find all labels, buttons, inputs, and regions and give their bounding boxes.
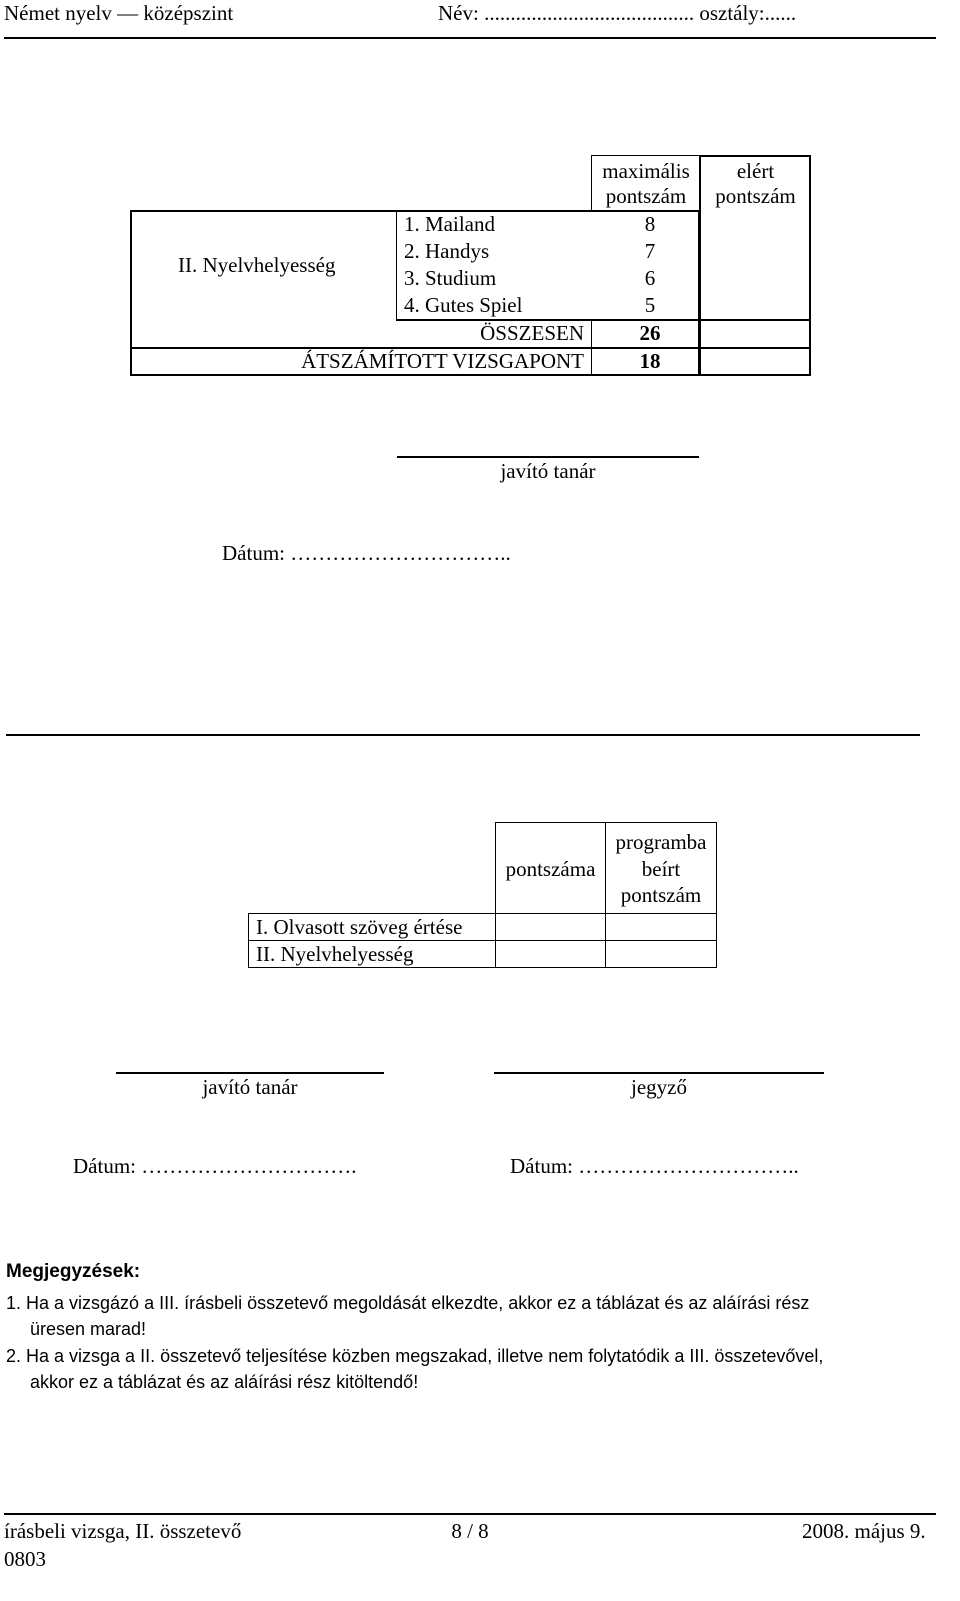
header-rule (4, 37, 936, 39)
summary-row-label: II. Nyelvhelyesség (256, 942, 414, 966)
col-max-line2: pontszám (605, 184, 687, 208)
task-row-max: 6 (644, 266, 656, 290)
task-row-label: 1. Mailand (404, 212, 495, 236)
note-item-2-cont: akkor ez a táblázat és az aláírási rész kitöltendő! (30, 1372, 419, 1392)
note-item-2: 2. Ha a vizsga a II. összetevő teljesítése közben megszakad, illetve nem folytatódik a III. összetevővel, (6, 1346, 824, 1366)
date-field-registrar: Dátum: ………………………….. (510, 1154, 799, 1178)
footer-date: 2008. május 9. (802, 1519, 926, 1543)
header-subject: Német nyelv — középszint (4, 1, 234, 25)
summary-table-top (495, 822, 717, 823)
task-row-label: 4. Gutes Spiel (404, 293, 523, 317)
section-label: II. Nyelvhelyesség (178, 253, 336, 277)
converted-label: ÁTSZÁMÍTOTT VIZSGAPONT (301, 349, 584, 373)
col-pontszama: pontszáma (505, 857, 596, 881)
col-elert-line2: pontszám (715, 184, 796, 208)
footer-code: 0803 (4, 1547, 46, 1571)
summary-row-label: I. Olvasott szöveg értése (256, 915, 463, 939)
total-label: ÖSSZESEN (480, 321, 584, 345)
section-divider (6, 734, 920, 736)
footer-rule (4, 1513, 936, 1515)
summary-table-col1-left (495, 822, 496, 968)
task-row-max: 5 (644, 293, 656, 317)
date-field-teacher: Dátum: …………………………. (73, 1154, 357, 1178)
signature-role-teacher: javító tanár (202, 1075, 298, 1099)
header-name-field: Név: ........................................ osztály:...... (438, 1, 797, 25)
footer-exam-type: írásbeli vizsga, II. összetevő (4, 1519, 242, 1543)
col-programba-line2: beírt (641, 857, 681, 881)
signature-role: javító tanár (500, 459, 596, 483)
converted-value: 18 (639, 349, 661, 373)
task-row-max: 7 (644, 239, 656, 263)
note-item-1-cont: üresen marad! (30, 1319, 147, 1339)
col-max-line1: maximális (602, 159, 690, 183)
note-item-1: 1. Ha a vizsgázó a III. írásbeli összetevő megoldását elkezdte, akkor ez a táblázat és az aláírási rész (6, 1293, 810, 1313)
col-programba-line1: programba (615, 830, 707, 854)
score-table-label-divider (396, 211, 397, 320)
footer-page-number: 8 / 8 (451, 1519, 489, 1543)
date-field: Dátum: ………………………….. (222, 541, 511, 565)
total-value: 26 (639, 321, 661, 345)
summary-table-right (716, 822, 717, 968)
notes-title: Megjegyzések: (6, 1261, 141, 1282)
col-elert-line1: elért (736, 159, 775, 183)
task-row-max: 8 (644, 212, 656, 236)
col-programba-line3: pontszám (620, 883, 702, 907)
summary-table-left (248, 913, 249, 968)
task-row-label: 2. Handys (404, 239, 490, 263)
task-row-label: 3. Studium (404, 266, 497, 290)
summary-table-bottom (248, 967, 717, 968)
signature-role-registrar: jegyző (631, 1075, 687, 1099)
score-table-max-header-top (591, 155, 700, 156)
